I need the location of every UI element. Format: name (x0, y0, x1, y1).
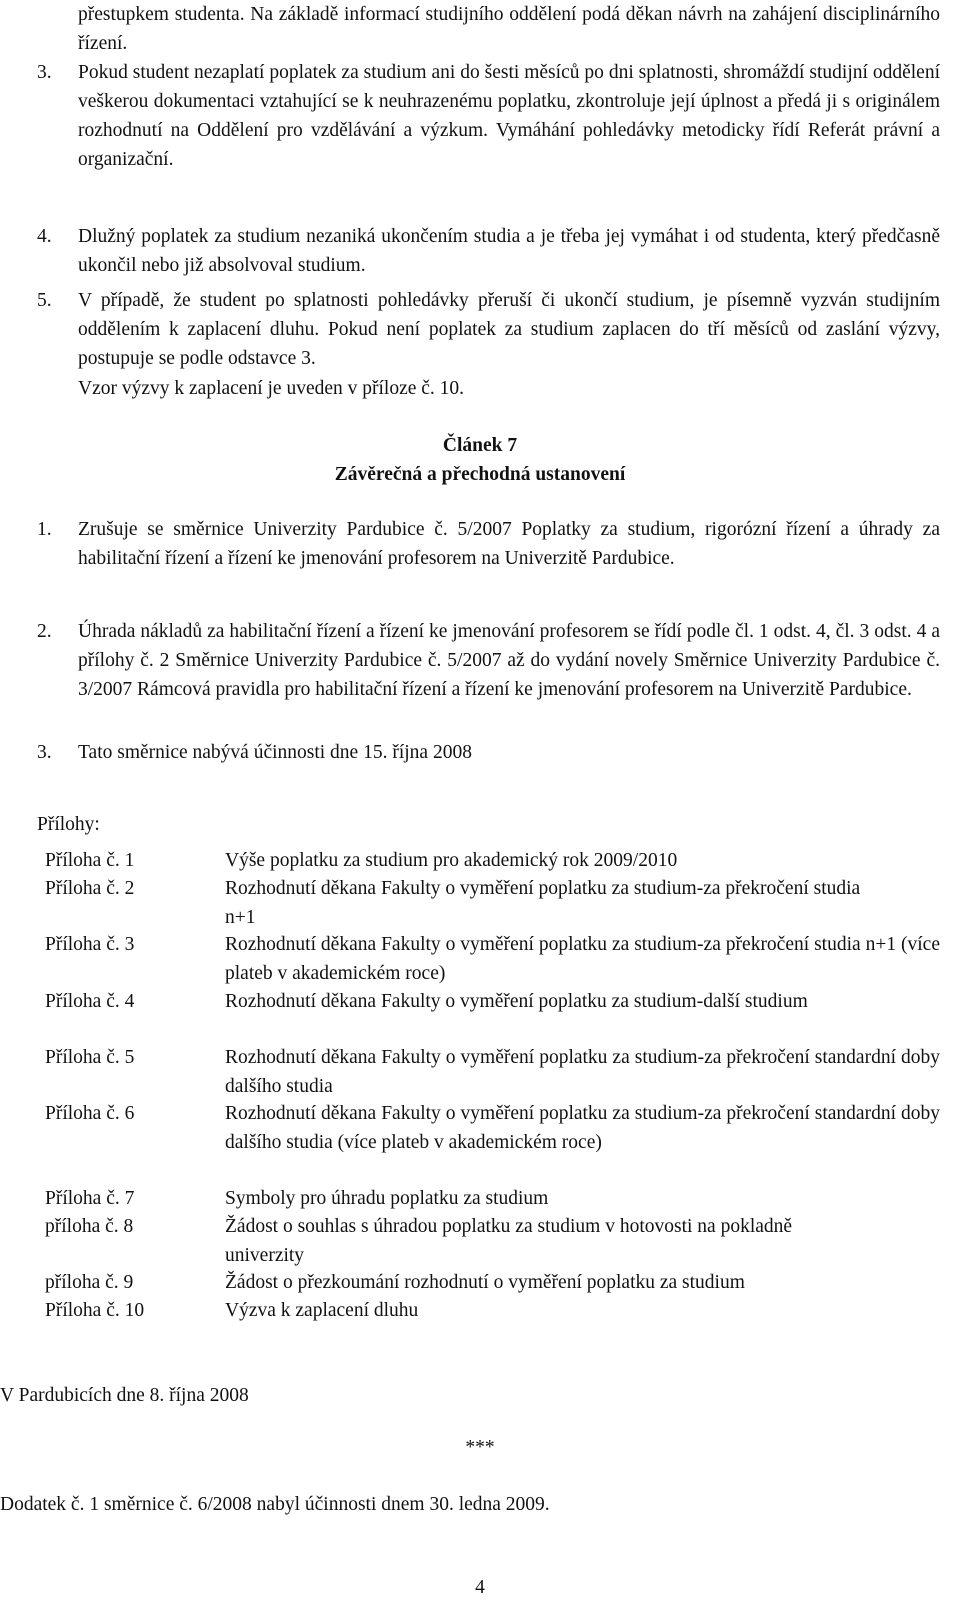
item-number: 2. (37, 621, 52, 642)
attachment-label: Příloha č. 1 (45, 850, 135, 871)
item-text: Zrušuje se směrnice Univerzity Pardubice č. 5/2007 Poplatky za studium, rigorózní řízení a úhrady za habilitační řízení a řízení ke jmenování profesorem na Univerzitě Pardubice. (78, 519, 940, 569)
item-text: Úhrada nákladů za habilitační řízení a řízení ke jmenování profesorem se řídí podle čl. 1 odst. 4, čl. 3 odst. 4 a přílohy č. 2 Směrnice Univerzity Pardubice č. 5/2007 až do vydání novely Směrnice Univerzity Pardubice č. 3/2007 Rámcová pravidla pro habilitační řízení a řízení ke jmenování profesorem na Univerzitě Pardubice. (78, 621, 940, 700)
item-number: 5. (37, 290, 52, 311)
attachment-label: příloha č. 9 (45, 1272, 134, 1293)
item-number: 1. (37, 519, 52, 540)
intro-paragraph (78, 0, 940, 58)
intro-text: přestupkem studenta. Na základě informací studijního oddělení podá děkan návrh na zahájení disciplinárního řízení. (78, 4, 940, 54)
place-date: V Pardubicích dne 8. října 2008 (0, 1385, 249, 1406)
item-number: 4. (37, 226, 52, 247)
item-text: Tato směrnice nabývá účinnosti dne 15. října 2008 (78, 742, 472, 763)
list-item (37, 617, 940, 704)
attachment-description: Rozhodnutí děkana Fakulty o vyměření poplatku za studium-za překročení standardní doby dalšího studia (více plateb v akademickém roce) (225, 1103, 940, 1153)
attachment-description: Výzva k zaplacení dluhu (225, 1300, 419, 1321)
attachment-label: Příloha č. 2 (45, 878, 135, 899)
item-number: 3. (37, 62, 52, 83)
amendment-note: Dodatek č. 1 směrnice č. 6/2008 nabyl účinnosti dnem 30. ledna 2009. (0, 1494, 550, 1515)
attachment-label: Příloha č. 3 (45, 934, 135, 955)
attachment-description: Výše poplatku za studium pro akademický rok 2009/2010 (225, 850, 678, 871)
article-subtitle: Závěrečná a přechodná ustanovení (334, 464, 626, 485)
attachment-label: Příloha č. 10 (45, 1300, 145, 1321)
list-item (37, 286, 940, 373)
attachment-label: Příloha č. 7 (45, 1188, 135, 1209)
item-text: V případě, že student po splatnosti pohledávky přeruší či ukončí studium, je písemně vyzván studijním oddělením k zaplacení dluhu. Pokud není poplatek za studium zaplacen do tří měsíců od zaslání výzvy, postupuje se podle odstavce 3. (78, 290, 940, 369)
attachment-label: Příloha č. 5 (45, 1047, 135, 1068)
attachment-description: Rozhodnutí děkana Fakulty o vyměření poplatku za studium-další studium (225, 991, 808, 1012)
attachments-heading: Přílohy: (37, 814, 100, 835)
item-number: 3. (37, 742, 52, 763)
item-extra-note: Vzor výzvy k zaplacení je uveden v příloze č. 10. (78, 378, 465, 399)
list-item (37, 738, 940, 767)
article-title: Článek 7 (442, 435, 518, 456)
attachment-description: Symboly pro úhradu poplatku za studium (225, 1188, 549, 1209)
attachment-description: Rozhodnutí děkana Fakulty o vyměření poplatku za studium-za překročení standardní doby dalšího studia (225, 1047, 940, 1097)
item-text: Dlužný poplatek za studium nezaniká ukončením studia a je třeba jej vymáhat i od studenta, který předčasně ukončil nebo již absolvoval studium. (78, 226, 940, 276)
attachment-description: Rozhodnutí děkana Fakulty o vyměření poplatku za studium-za překročení studia n+1 (225, 878, 861, 928)
list-item (37, 515, 940, 573)
attachment-label: Příloha č. 6 (45, 1103, 135, 1124)
list-item (37, 58, 940, 174)
page-number: 4 (475, 1577, 485, 1598)
attachment-label: příloha č. 8 (45, 1216, 134, 1237)
list-item (37, 222, 940, 280)
attachment-description: Žádost o souhlas s úhradou poplatku za studium v hotovosti na pokladně univerzity (225, 1216, 793, 1266)
attachment-description: Žádost o přezkoumání rozhodnutí o vyměření poplatku za studium (225, 1272, 745, 1293)
attachment-label: Příloha č. 4 (45, 991, 135, 1012)
separator: *** (465, 1437, 495, 1458)
item-text: Pokud student nezaplatí poplatek za studium ani do šesti měsíců po dni splatnosti, shromáždí studijní oddělení veškerou dokumentaci vztahující se k neuhrazenému poplatku, zkontroluje její úplnost a předá ji s originálem rozhodnutí na Oddělení pro vzdělávání a výzkum. Vymáhání pohledávky metodicky řídí Referát právní a organizační. (78, 62, 940, 170)
attachment-description: Rozhodnutí děkana Fakulty o vyměření poplatku za studium-za překročení studia n+1 (více plateb v akademickém roce) (225, 934, 940, 984)
